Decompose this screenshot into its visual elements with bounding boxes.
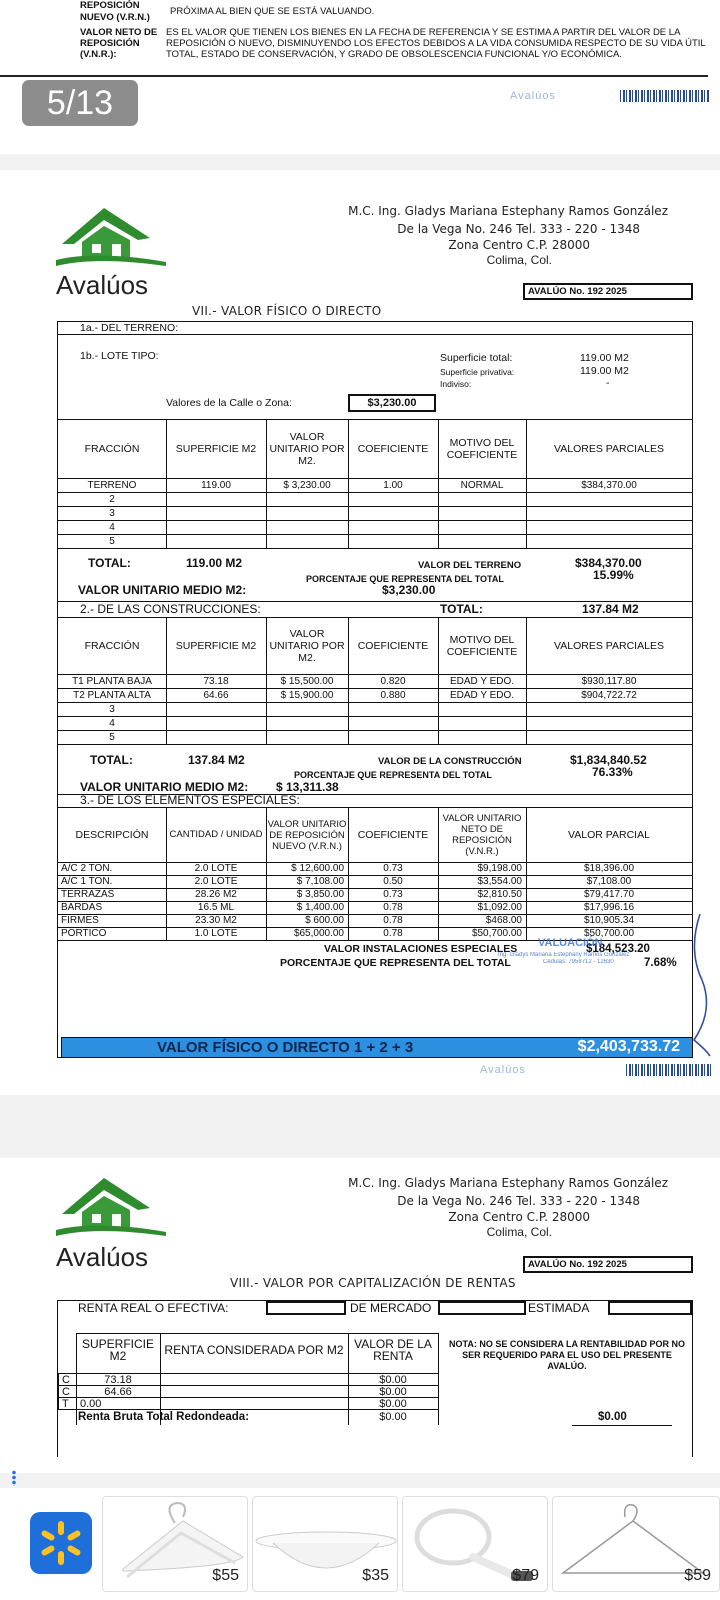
col-header: VALOR UNITARIO NETO DE REPOSICIÓN (V.N.R.) [442, 813, 522, 857]
col-header: RENTA CONSIDERADA POR M2 [164, 1343, 344, 1357]
col-header: MOTIVO DEL COEFICIENTE [446, 634, 518, 658]
table-cell: $468.00 [485, 915, 522, 926]
ad-price: $35 [362, 1567, 389, 1584]
table-cell: T2 PLANTA ALTA [73, 690, 151, 701]
table-cell: 28.26 M2 [195, 889, 237, 900]
ad-price: $59 [684, 1567, 711, 1584]
appraiser-zone: Zona Centro C.P. 28000 [448, 1210, 590, 1224]
avaluo-number: AVALÚO No. 192 2025 [523, 1256, 693, 1273]
table-cell: 0.820 [380, 676, 406, 687]
col-header: MOTIVO DEL COEFICIENTE [446, 437, 518, 461]
table-cell: 23.30 M2 [195, 915, 237, 926]
table-cell: $7,108.00 [586, 876, 632, 887]
table-cell: 0.78 [383, 928, 403, 939]
valor-fisico-total-bar [61, 1037, 693, 1058]
table-cell: 0.73 [383, 863, 403, 874]
table-cell: 64.66 [203, 690, 229, 701]
sup-priv-value: 119.00 M2 [580, 365, 629, 377]
table-cell: 73.18 [203, 676, 229, 687]
brand-name: Avalúos [56, 270, 149, 300]
walmart-spark-icon[interactable] [30, 1512, 92, 1574]
estimada-box [608, 1301, 692, 1315]
constr-sum-label: TOTAL: [90, 753, 133, 767]
valor-fisico-total-value: $2,403,733.72 [577, 1038, 680, 1055]
vum-terreno-label: VALOR UNITARIO MEDIO M2: [78, 583, 247, 597]
sup-total-label: Superficie total: [440, 352, 513, 364]
valor-constr-label: VALOR DE LA CONSTRUCCIÓN [378, 756, 522, 767]
lote-tipo-label: 1b.- LOTE TIPO: [80, 350, 159, 362]
table-cell: 119.00 [201, 480, 231, 491]
table-cell: FIRMES [61, 915, 99, 926]
table-cell: $0.00 [379, 1374, 407, 1386]
ad-card-plate[interactable] [252, 1496, 398, 1592]
ad-card-wire-hanger[interactable] [552, 1496, 720, 1592]
ad-carousel[interactable] [0, 1488, 720, 1600]
table-cell: $ 3,850.00 [296, 889, 344, 900]
appraiser-city: Colima, Col. [486, 253, 552, 267]
ad-price: $79 [512, 1567, 539, 1584]
table-cell: $0.00 [379, 1398, 407, 1410]
col-header: CANTIDAD / UNIDAD [169, 829, 263, 840]
estimada-label: ESTIMADA [528, 1301, 590, 1315]
table-cell: 0.880 [380, 690, 406, 701]
table-cell: $50,700.00 [583, 928, 635, 939]
table-cell: 2.0 LOTE [194, 863, 238, 874]
row-letter: C [62, 1374, 70, 1386]
table-cell: $2,810.50 [477, 889, 522, 900]
porc-esp-label: PORCENTAJE QUE REPRESENTA DEL TOTAL [280, 957, 511, 969]
appraiser-name: M.C. Ing. Gladys Mariana Estephany Ramos González [348, 204, 668, 218]
table-cell: $0.00 [379, 1386, 407, 1398]
col-header: COEFICIENTE [357, 829, 429, 841]
nota-total: $0.00 [598, 1411, 627, 1423]
renta-real-box [266, 1301, 346, 1315]
table-cell: PÓRTICO [61, 928, 107, 939]
appraiser-zone: Zona Centro C.P. 28000 [448, 238, 590, 252]
definition-term: VALOR NETO DE REPOSICIÓN (V.N.R.): [80, 27, 158, 60]
table-cell: 0.73 [383, 889, 403, 900]
table-cell: $ 3,230.00 [283, 480, 331, 491]
col-header: VALOR DE LA RENTA [354, 1337, 432, 1363]
watermark: Avalúos [480, 1064, 526, 1076]
porc-terreno-value: 15.99% [593, 568, 634, 582]
col-header: SUPERFICIE M2 [175, 443, 257, 455]
table-cell: NORMAL [460, 480, 504, 491]
appraiser-address: De la Vega No. 246 Tel. 333 - 220 - 1348 [397, 222, 640, 236]
table-cell: $384,370.00 [581, 480, 637, 491]
table-cell: EDAD Y EDO. [449, 676, 515, 687]
valor-fisico-total-label: VALOR FÍSICO O DIRECTO 1 + 2 + 3 [157, 1039, 414, 1056]
porc-terreno-label: PORCENTAJE QUE REPRESENTA DEL TOTAL [306, 574, 504, 584]
table-cell: A/C 2 TON. [61, 863, 113, 874]
table-cell: 3 [109, 704, 115, 715]
valor-terreno-value: $384,370.00 [575, 556, 642, 570]
col-header: VALORES PARCIALES [554, 443, 664, 455]
brand-name: Avalúos [56, 1242, 149, 1272]
table-cell: T1 PLANTA BAJA [72, 676, 152, 687]
table-cell: TERRENO [87, 480, 137, 491]
table-cell: $18,396.00 [583, 863, 635, 874]
barcode-icon [620, 90, 710, 102]
porc-esp-value: 7.68% [644, 957, 677, 969]
table-cell: 1.0 LOTE [194, 928, 238, 939]
col-header: COEFICIENTE [357, 443, 429, 455]
table-cell: EDAD Y EDO. [449, 690, 515, 701]
table-cell: 4 [109, 522, 115, 533]
row-letter: T [62, 1398, 69, 1410]
renta-real-label: RENTA REAL O EFECTIVA: [78, 1301, 229, 1315]
table-cell: $ 1,400.00 [296, 902, 344, 913]
table-cell: 2 [109, 494, 115, 505]
vum-terreno-value: $3,230.00 [382, 583, 436, 597]
table-cell: $9,198.00 [477, 863, 522, 874]
table-cell: A/C 1 TON. [61, 876, 113, 887]
valor-constr-value: $1,834,840.52 [570, 753, 647, 767]
renta-table [57, 1300, 693, 1457]
section-title: VII.- VALOR FÍSICO O DIRECTO [192, 304, 382, 318]
ad-price: $55 [212, 1567, 239, 1584]
definition-text: ES EL VALOR QUE TIENEN LOS BIENES EN LA FECHA DE REFERENCIA Y SE ESTIMA A PARTIR DEL VALOR DE LA REPOSICIÓN O NUEVO, DISMINUYENDO LOS EFECTOS DEBIDOS A LA VIDA CONSUMIDA RESPECTO DE SU VIDA ÚTIL TOTAL, ESTADO DE CONSERVACIÓN, Y GRADO DE OBSOLESCENCIA FUNCIONAL Y/O ECONÓMICA. [166, 27, 706, 60]
stamp-cedula: Cédulas: 7958712 - 12630 [543, 959, 614, 965]
esp-label: 3.- DE LOS ELEMENTOS ESPECIALES: [80, 793, 300, 807]
table-cell: 5 [109, 536, 115, 547]
table-cell: 73.18 [104, 1374, 132, 1386]
col-header: FRACCIÓN [84, 443, 140, 455]
table-cell: $ 15,500.00 [280, 676, 334, 687]
table-cell: $50,700.00 [471, 928, 522, 939]
table-cell: TERRAZAS [61, 889, 115, 900]
stamp-name: Ing. Gladys Mariana Estephany Ramos González [498, 952, 630, 958]
indiviso-label: Indiviso: [440, 379, 472, 389]
sup-total-value: 119.00 M2 [580, 352, 629, 364]
table-cell: $3,554.00 [477, 876, 522, 887]
appraiser-name: M.C. Ing. Gladys Mariana Estephany Ramos González [348, 1176, 668, 1190]
table-cell: BARDAS [61, 902, 103, 913]
vum-constr-label: VALOR UNITARIO MEDIO M2: [80, 780, 249, 794]
table-cell: $ 7,108.00 [296, 876, 344, 887]
valor-esp-label: VALOR INSTALACIONES ESPECIALES [324, 943, 518, 955]
valores-calle-label: Valores de la Calle o Zona: [166, 397, 292, 409]
renta-total-value: $0.00 [379, 1411, 407, 1423]
definition-text: PRÓXIMA AL BIEN QUE SE ESTÁ VALUANDO. [170, 6, 375, 17]
table-cell: 64.66 [104, 1386, 132, 1398]
section-title: VIII.- VALOR POR CAPITALIZACIÓN DE RENTAS [230, 1276, 516, 1290]
table-cell: 2.0 LOTE [194, 876, 238, 887]
ad-card-cable[interactable] [402, 1496, 548, 1592]
col-header: VALOR UNITARIO DE REPOSICIÓN NUEVO (V.R.N.) [267, 818, 347, 852]
valor-terreno-label: VALOR DEL TERRENO [418, 560, 522, 571]
porc-constr-label: PORCENTAJE QUE REPRESENTA DEL TOTAL [294, 770, 492, 780]
ad-card-hangers[interactable] [102, 1496, 248, 1592]
col-header: VALOR UNITARIO POR M2. [269, 628, 345, 664]
sup-priv-label: Superficie privativa: [440, 367, 515, 377]
valores-calle-value: $3,230.00 [348, 394, 436, 412]
table-cell: 0.78 [383, 902, 403, 913]
vum-constr-value: $ 13,311.38 [276, 780, 339, 794]
table-cell: $1,092.00 [477, 902, 522, 913]
table-cell: 0.00 [80, 1398, 102, 1410]
table-cell: 4 [109, 718, 115, 729]
house-logo-icon [56, 1170, 168, 1240]
porc-constr-value: 76.33% [592, 765, 633, 779]
document-page-viii [0, 1158, 720, 1473]
table-cell: $65,000.00 [293, 928, 344, 939]
constr-sum-value: 137.84 M2 [188, 753, 245, 767]
col-header: SUPERFICIE M2 [81, 1337, 154, 1363]
table-cell: 0.50 [383, 876, 403, 887]
indiviso-value: - [606, 377, 610, 389]
table-cell: $ 15,900.00 [280, 690, 334, 701]
table-cell: 3 [109, 508, 115, 519]
col-header: FRACCIÓN [84, 640, 140, 652]
table-cell: 0.78 [383, 915, 403, 926]
col-header: VALOR UNITARIO POR M2. [269, 431, 345, 467]
terreno-label: 1a.- DEL TERRENO: [80, 322, 179, 334]
appraiser-city: Colima, Col. [486, 1225, 552, 1239]
constr-label: 2.- DE LAS CONSTRUCCIONES: [80, 602, 261, 616]
table-cell: 1.00 [383, 480, 403, 491]
de-mercado-box [438, 1301, 526, 1315]
col-header: DESCRIPCIÓN [75, 829, 149, 841]
more-options-icon[interactable] [12, 1470, 16, 1486]
terreno-total-value: 119.00 M2 [186, 556, 243, 570]
valor-esp-value: $184,523.20 [586, 943, 650, 955]
table-cell: $17,996.16 [583, 902, 635, 913]
terreno-total-label: TOTAL: [88, 556, 131, 570]
document-page-vii [0, 170, 720, 1095]
definition-term: NUEVO (V.R.N.) [80, 12, 150, 23]
valor-fisico-table [57, 321, 693, 1058]
table-cell: $79,417.70 [583, 889, 635, 900]
page-counter: 5/13 [22, 80, 138, 126]
definition-term: REPOSICIÓN [80, 0, 140, 11]
table-cell: 16.5 ML [197, 902, 235, 913]
constr-total-value: 137.84 M2 [582, 602, 639, 616]
watermark: Avalúos [510, 90, 556, 102]
col-header: COEFICIENTE [357, 640, 429, 652]
renta-total-label: Renta Bruta Total Redondeada: [78, 1411, 250, 1423]
col-header: SUPERFICIE M2 [175, 640, 257, 652]
table-cell: $ 12,600.00 [291, 863, 344, 874]
house-logo-icon [56, 200, 168, 270]
barcode-icon [626, 1064, 712, 1076]
table-cell: 5 [109, 732, 115, 743]
table-cell: $930,117.80 [581, 676, 637, 687]
stamp-title: VALUACIÓN [538, 937, 603, 949]
de-mercado-label: DE MERCADO [350, 1301, 432, 1315]
avaluo-number: AVALÚO No. 192 2025 [523, 283, 693, 300]
table-cell: $904,722.72 [581, 690, 637, 701]
divider [0, 75, 708, 77]
document-page-previous [0, 0, 720, 154]
row-letter: C [62, 1386, 70, 1398]
col-header: VALORES PARCIALES [554, 640, 664, 652]
appraiser-address: De la Vega No. 246 Tel. 333 - 220 - 1348 [397, 1194, 640, 1208]
nota-text: NOTA: NO SE CONSIDERA LA RENTABILIDAD POR NO SER REQUERIDO PARA EL USO DEL PRESENTE AVALÚO. [449, 1339, 685, 1371]
table-cell: $ 600.00 [305, 915, 344, 926]
col-header: VALOR PARCIAL [568, 829, 650, 841]
signature-icon [680, 910, 718, 1060]
constr-total-label: TOTAL: [440, 602, 483, 616]
table-cell: $10,905.34 [583, 915, 635, 926]
